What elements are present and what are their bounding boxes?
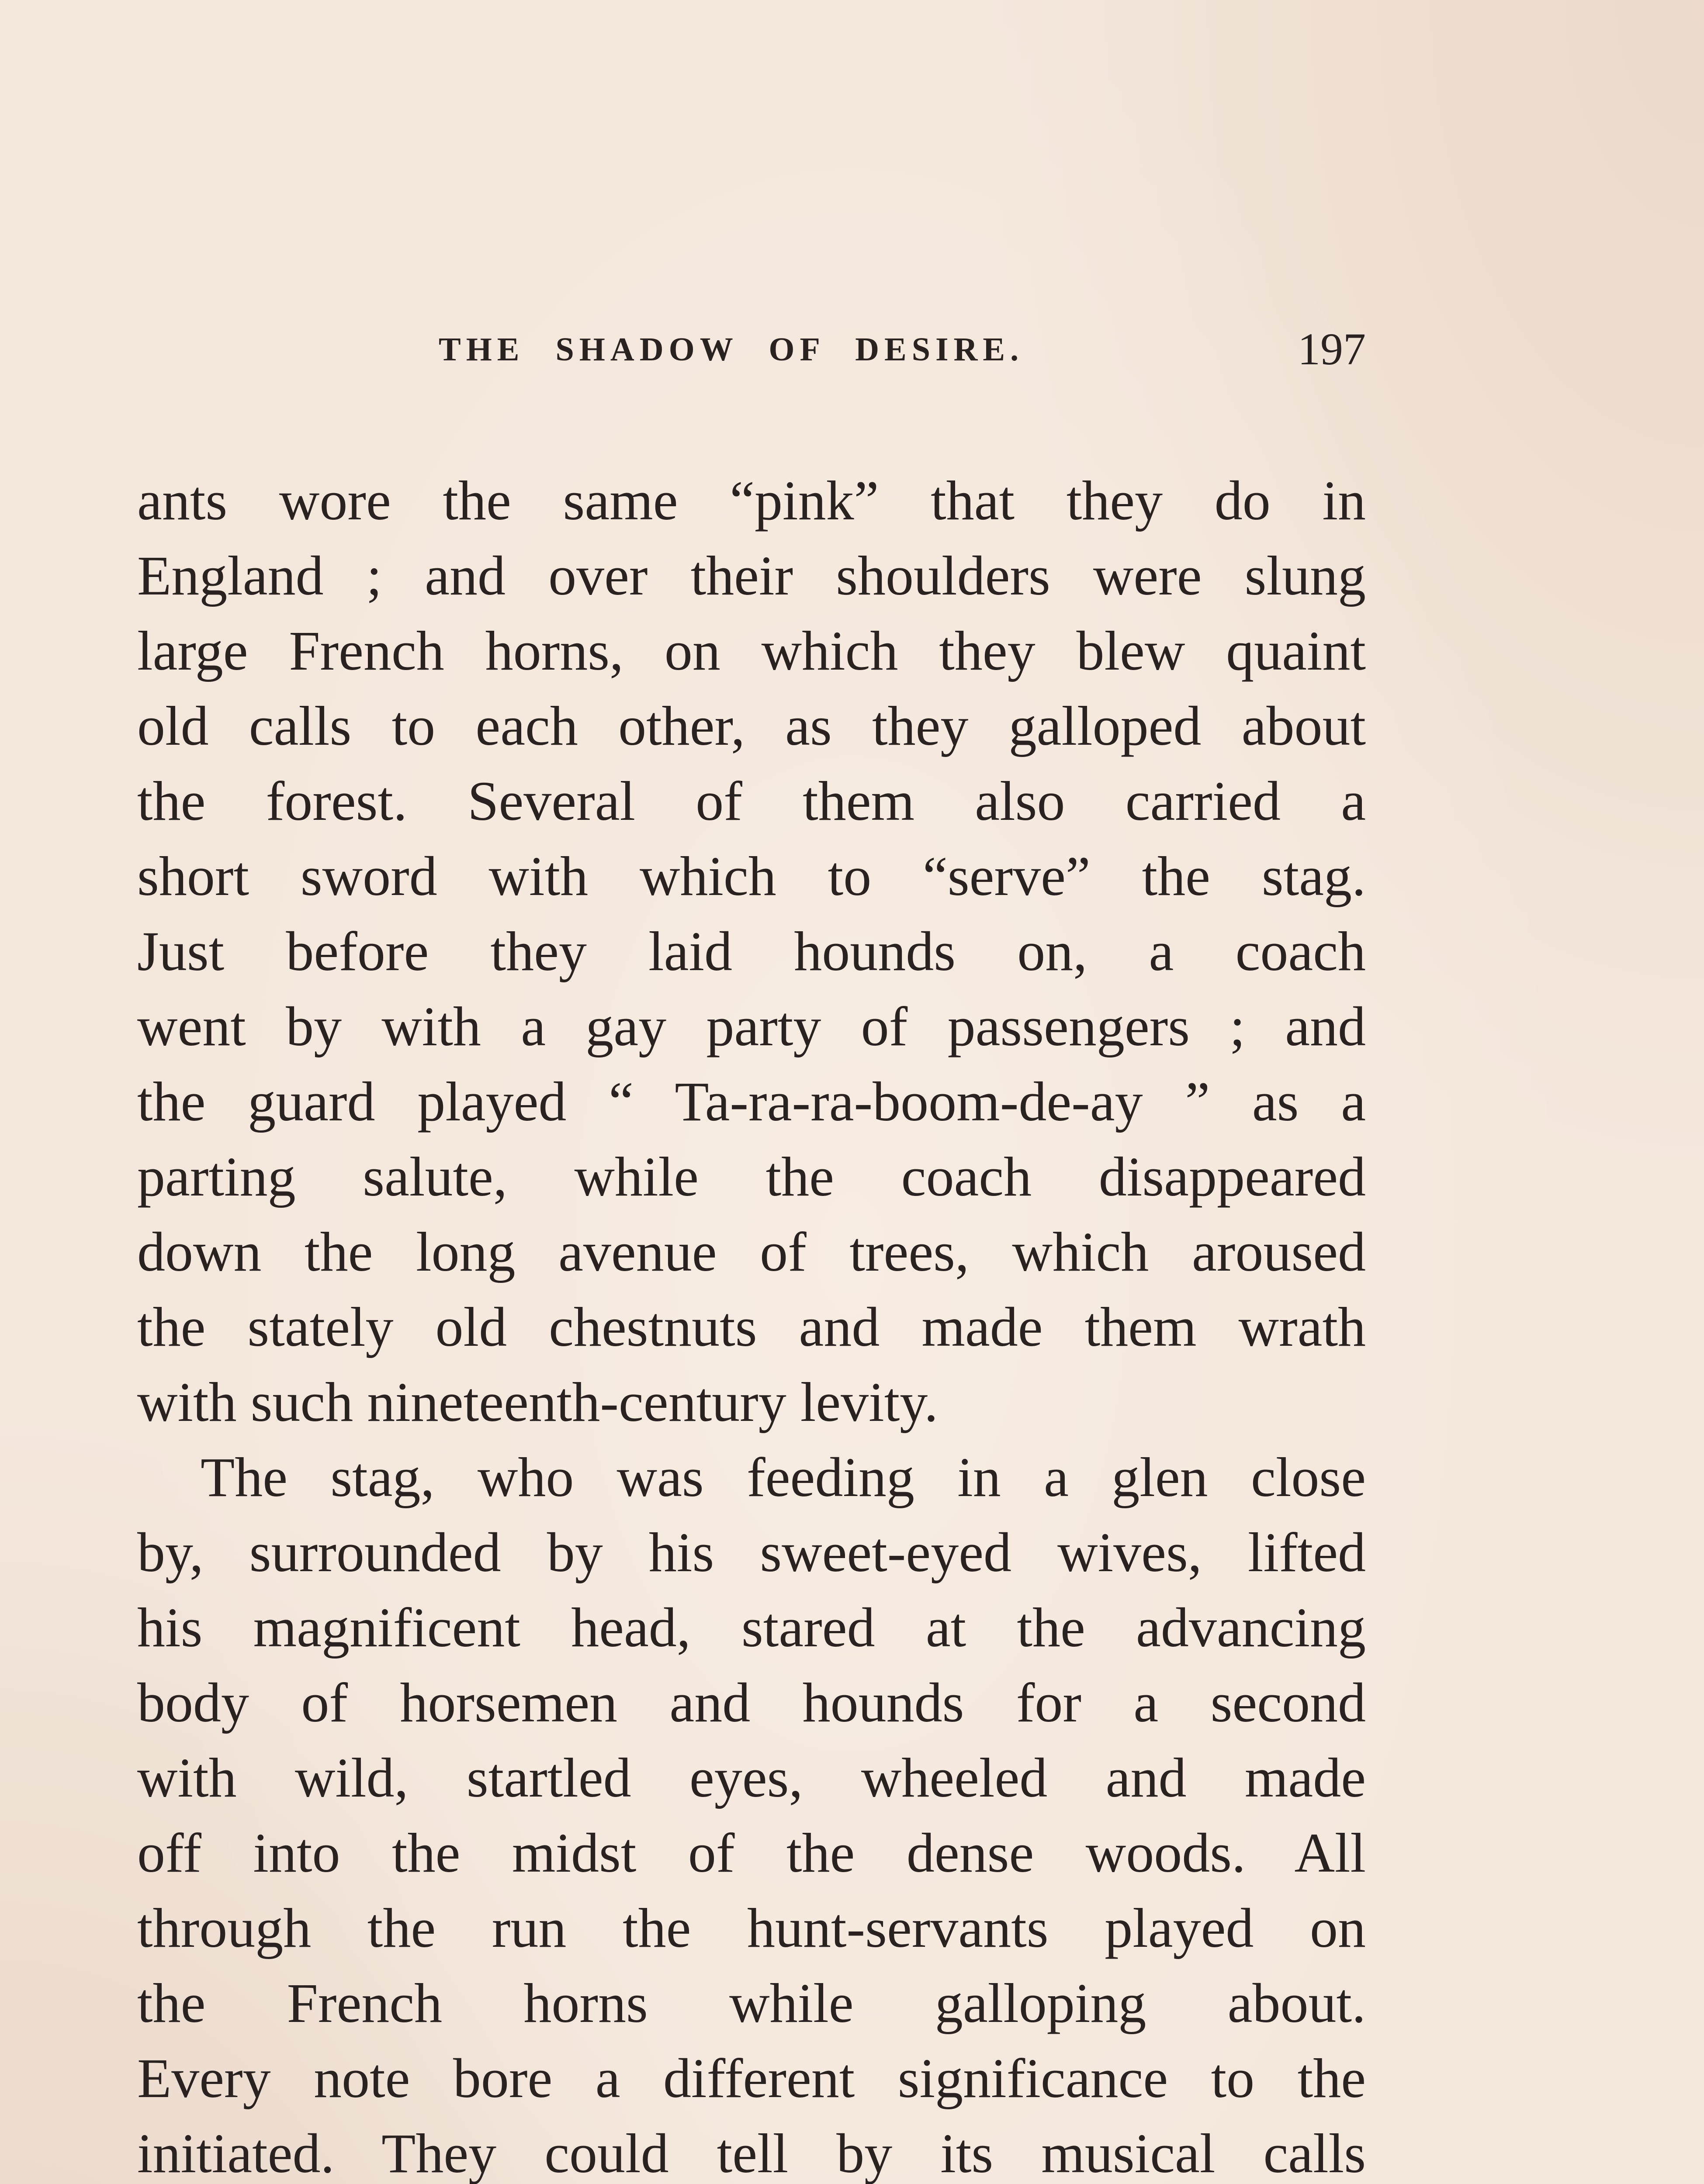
text-line: with wild, startled eyes, wheeled and made [137,1747,1366,1809]
text-line: the forest. Several of them also carried a [137,770,1366,832]
text-line: his magnificent head, stared at the advancing [137,1597,1366,1659]
text-line: body of horsemen and hounds for a second [137,1672,1366,1734]
text-line: down the long avenue of trees, which aroused [137,1221,1366,1283]
text-line: the guard played “ Ta-ra-ra-boom-de-ay ” as a [137,1071,1366,1133]
running-head [137,319,1366,380]
paragraph-end-line: with such nineteenth-century levity. [137,1371,938,1433]
paragraph-start-line: The stag, who was feeding in a glen close [201,1446,1366,1508]
text-line: the stately old chestnuts and made them wrath [137,1296,1366,1358]
page-number: 197 [1298,324,1366,374]
text-line: parting salute, while the coach disappeared [137,1146,1366,1208]
text-line: by, surrounded by his sweet-eyed wives, lifted [137,1521,1366,1583]
text-line: the French horns while galloping about. [137,1972,1366,2034]
body-text [137,463,1366,2184]
text-line: Just before they laid hounds on, a coach [137,920,1366,982]
text-line: old calls to each other, as they galloped about [137,695,1366,757]
text-line: ants wore the same “pink” that they do in [137,470,1366,532]
text-line: large French horns, on which they blew quaint [137,620,1366,682]
running-title: THE SHADOW OF DESIRE. [439,331,1024,368]
text-line: England ; and over their shoulders were slung [137,545,1366,607]
text-line: went by with a gay party of passengers ; and [137,995,1366,1057]
text-line: through the run the hunt-servants played on [137,1897,1366,1959]
text-line: short sword with which to “serve” the stag. [137,845,1366,907]
text-line: initiated. They could tell by its musical calls [137,2122,1366,2184]
text-line: Every note bore a different significance to the [137,2047,1366,2109]
text-line: off into the midst of the dense woods. All [137,1822,1366,1884]
